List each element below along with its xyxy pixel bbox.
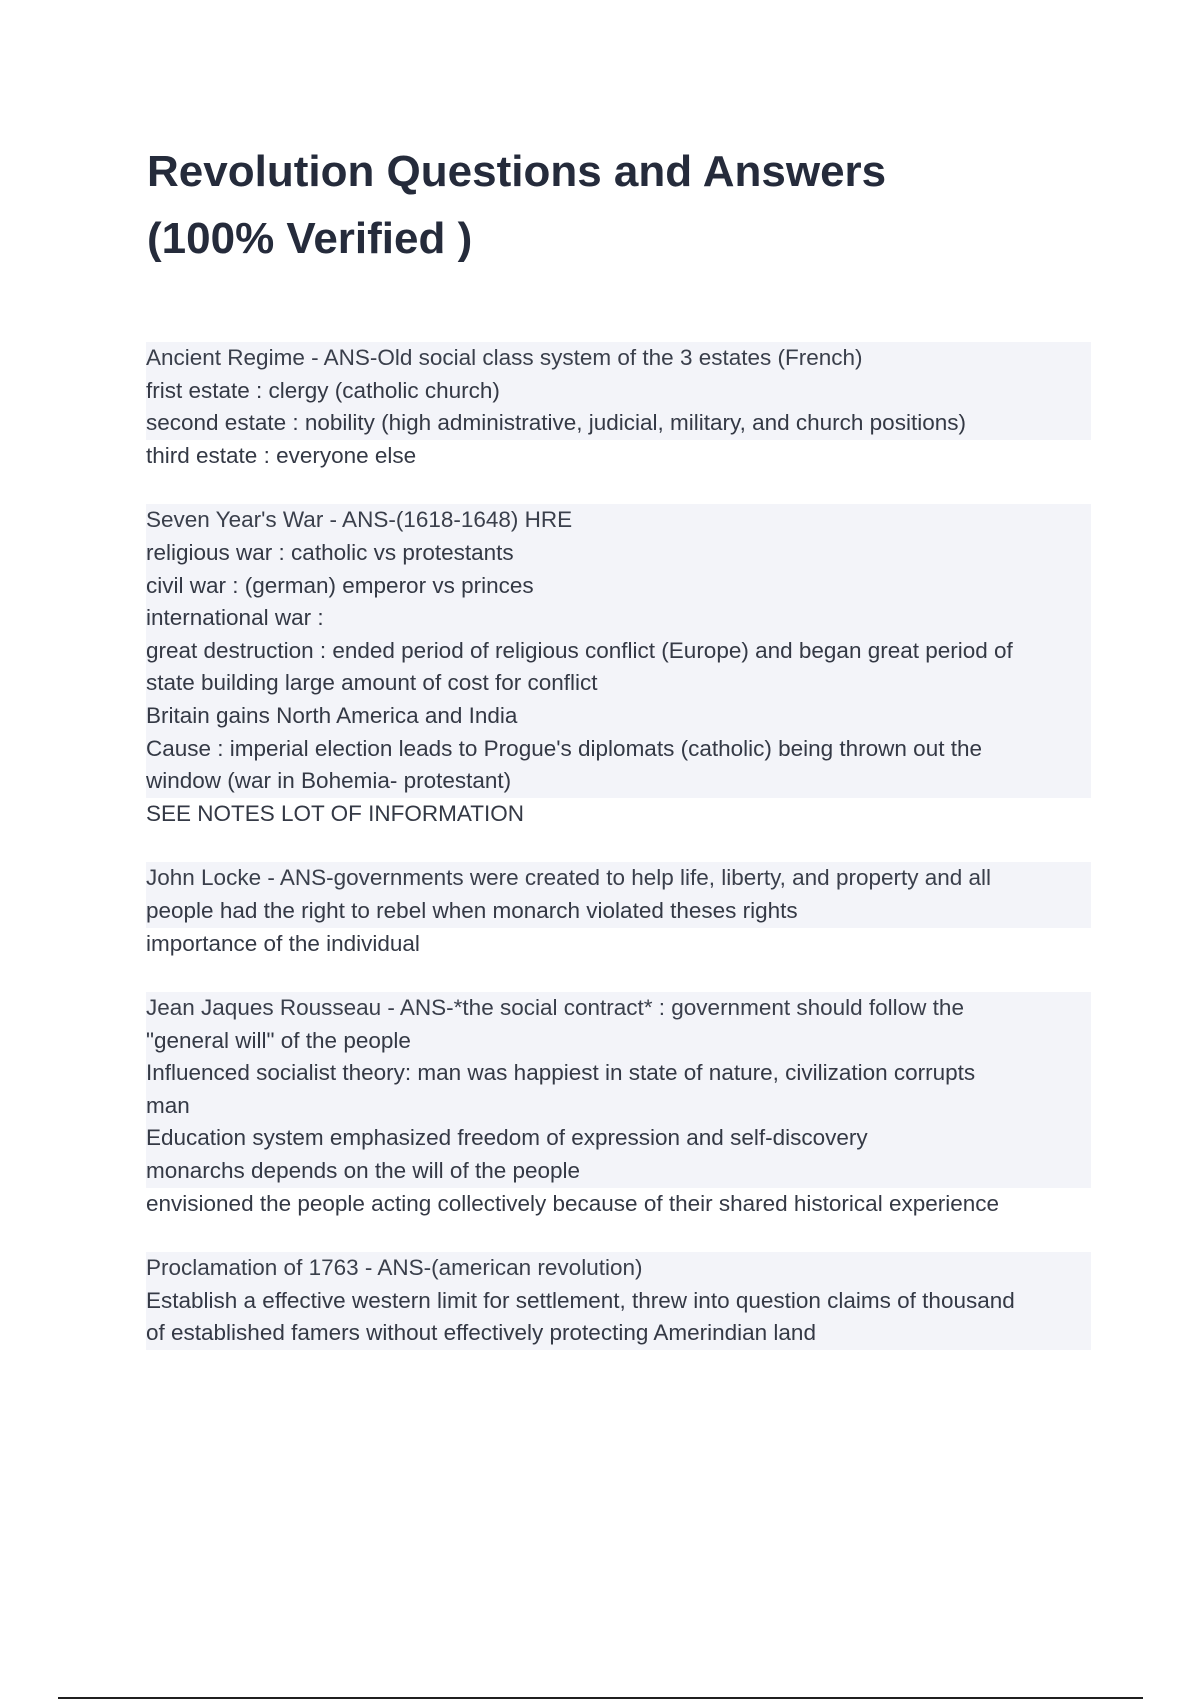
page-title	[147, 138, 1047, 272]
qa-entry-seven-years-war	[146, 504, 1091, 830]
entry-line: Seven Year's War - ANS-(1618-1648) HRE	[146, 504, 1091, 537]
entry-line: Proclamation of 1763 - ANS-(american revolution)	[146, 1252, 1091, 1285]
entry-line: monarchs depends on the will of the people	[146, 1155, 1091, 1188]
entry-line: frist estate : clergy (catholic church)	[146, 375, 1091, 408]
entry-line: man	[146, 1090, 1091, 1123]
entry-line: importance of the individual	[146, 930, 420, 956]
entry-line: John Locke - ANS-governments were created to help life, liberty, and property and all	[146, 862, 1091, 895]
title-line-1: Revolution Questions and Answers	[147, 147, 887, 196]
entry-line: great destruction : ended period of religious conflict (Europe) and began great period of	[146, 635, 1091, 668]
qa-entry-list	[146, 342, 1091, 1382]
entry-line: people had the right to rebel when monarch violated theses rights	[146, 895, 1091, 928]
qa-entry-john-locke	[146, 862, 1091, 960]
qa-entry-proclamation-1763	[146, 1252, 1091, 1350]
entry-line: Education system emphasized freedom of expression and self-discovery	[146, 1122, 1091, 1155]
entry-line: Britain gains North America and India	[146, 700, 1091, 733]
page-bottom-divider	[58, 1697, 1143, 1699]
entry-line: envisioned the people acting collectively because of their shared historical experience	[146, 1190, 1000, 1216]
entry-line: window (war in Bohemia- protestant)	[146, 765, 1091, 798]
entry-line: second estate : nobility (high administrative, judicial, military, and church positions)	[146, 407, 1091, 440]
entry-line: "general will" of the people	[146, 1025, 1091, 1058]
entry-line: civil war : (german) emperor vs princes	[146, 570, 1091, 603]
qa-entry-rousseau	[146, 992, 1091, 1220]
title-line-2: (100% Verified )	[147, 214, 473, 263]
entry-line: of established famers without effectively protecting Amerindian land	[146, 1317, 1091, 1350]
entry-line: international war :	[146, 602, 1091, 635]
qa-entry-ancient-regime	[146, 342, 1091, 472]
entry-line: third estate : everyone else	[146, 442, 417, 468]
entry-line: Influenced socialist theory: man was happiest in state of nature, civilization corrupts	[146, 1057, 1091, 1090]
entry-line: Cause : imperial election leads to Progue's diplomats (catholic) being thrown out the	[146, 733, 1091, 766]
entry-line: Ancient Regime - ANS-Old social class system of the 3 estates (French)	[146, 342, 1091, 375]
entry-line: Establish a effective western limit for settlement, threw into question claims of thousand	[146, 1285, 1091, 1318]
entry-line: SEE NOTES LOT OF INFORMATION	[146, 800, 524, 826]
entry-line: Jean Jaques Rousseau - ANS-*the social contract* : government should follow the	[146, 992, 1091, 1025]
entry-line: religious war : catholic vs protestants	[146, 537, 1091, 570]
entry-line: state building large amount of cost for conflict	[146, 667, 1091, 700]
